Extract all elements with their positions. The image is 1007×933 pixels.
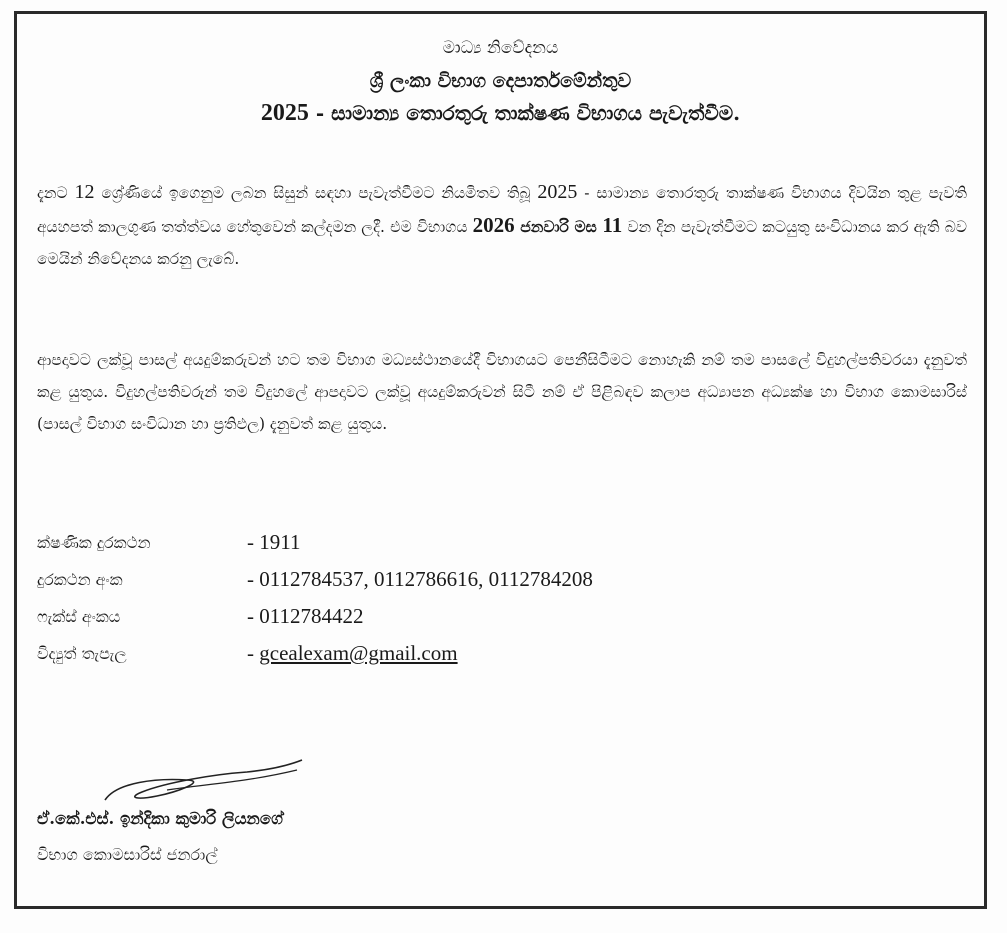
notice-title bbox=[17, 98, 984, 128]
contact-label: ෆැක්ස් අංකය bbox=[37, 606, 121, 626]
notice-title-text: - සාමාන්‍ය තොරතුරු තාක්ෂණ විභාගය පැවැත්වීම. bbox=[308, 101, 741, 125]
contact-row-fax bbox=[37, 598, 593, 635]
signer-name: ඒ.කේ.එස්. ඉන්දිකා කුමාරි ලියනගේ bbox=[37, 809, 283, 828]
signer-title: විභාග කොමසාරිස් ජනරාල් bbox=[37, 845, 218, 864]
contact-value: - 1911 bbox=[247, 530, 301, 554]
contact-value: - 0112784537, 0112786616, 0112784208 bbox=[247, 567, 593, 591]
contact-label: විද්‍යුත් තැපැල bbox=[37, 643, 127, 663]
contact-row-phone bbox=[37, 561, 593, 598]
email-prefix: - bbox=[247, 641, 260, 665]
contact-label: දුරකථන අංක bbox=[37, 569, 123, 589]
media-release-heading: මාධ්‍ය නිවේදනය bbox=[442, 38, 559, 58]
p1-year: 2025 bbox=[537, 181, 578, 203]
handwritten-signature bbox=[97, 752, 307, 812]
department-name: ශ්‍රී ලංකා විභාග දෙපාර්තමේන්තුව bbox=[369, 70, 632, 92]
notice-title-year: 2025 bbox=[260, 100, 309, 126]
contact-value: - 0112784422 bbox=[247, 604, 364, 628]
signer-block bbox=[37, 804, 283, 870]
p1-text-e: - සාමාන්‍ය තොරතුරු තාක්ෂණ විභාගය දිවයින තුළ පැවති අයහපත් කාලගුණ තත්ත්වය හේතුවෙන් කල්දමන ලදී. එම විභාගය bbox=[37, 184, 967, 236]
contact-row-email bbox=[37, 635, 593, 672]
paragraph-postponement bbox=[37, 176, 967, 275]
contact-value bbox=[247, 641, 458, 666]
p1-text-c: ශ්‍රේණියේ ඉගෙනුම ලබන සිසුන් සඳහා පැවැත්වීමට නියමිතව තිබූ bbox=[94, 184, 538, 202]
notice-document bbox=[14, 11, 987, 909]
email-link[interactable]: gcealexam@gmail.com bbox=[259, 641, 458, 665]
p1-month: ජනවාරි මස bbox=[514, 217, 603, 236]
contact-list bbox=[37, 524, 593, 672]
p1-text-i: වන දින පැවැත්වීමට කටයුතු සංවිධානය කර ඇති බව මෙයින් නිවේදනය කරනු ලැබේ. bbox=[37, 218, 967, 268]
p1-new-year: 2026 bbox=[472, 213, 515, 237]
p1-grade-number: 12 bbox=[74, 181, 95, 203]
notice-header bbox=[17, 36, 984, 128]
p1-text-a: දැනට bbox=[37, 184, 75, 202]
paragraph-affected-candidates: ආපදාවට ලක්වූ පාසල් අයදුම්කරුවන් හට තම විභාග මධ්‍යස්ථානයේදී විභාගයට පෙනීසිටීමට නොහැකි නම් තම පාසලේ විදුහල්පතිවරයා දැනුවත් කළ යුතුය. විදුහල්පතිවරුන් තම විදුහලේ ආපදාවට ලක්වූ අයදුම්කරුවන් සිටී නම් ඒ පිළිබඳව කලාප අධ්‍යාපන අධ්‍යක්ෂ හා විභාග කොමසාරිස් (පාසල් විභාග සංවිධාන හා ප්‍රතිඵල) දැනුවත් කළ යුතුය. bbox=[37, 351, 967, 433]
contact-label: ක්ෂණික දුරකථන bbox=[37, 532, 151, 552]
contact-row-hotline bbox=[37, 524, 593, 561]
p1-day: 11 bbox=[602, 213, 623, 237]
